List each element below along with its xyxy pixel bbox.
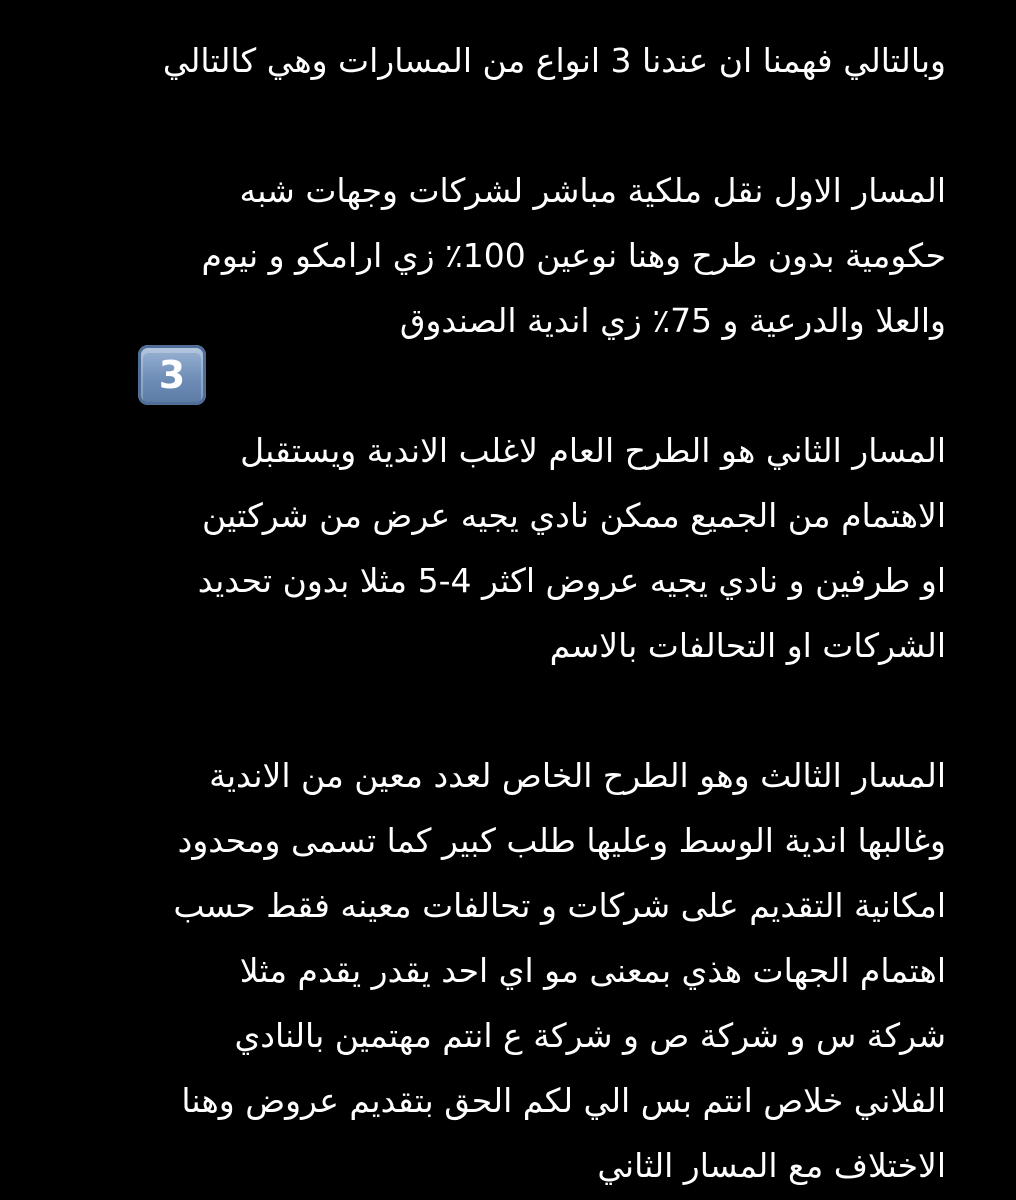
emoji-row	[46, 353, 946, 418]
track2-line-2: الاهتمام من الجميع ممكن نادي يجيه عرض من شركتين	[202, 496, 946, 535]
intro-line: وبالتالي فهمنا ان عندنا 3 انواع من المسارات وهي كالتالي	[162, 41, 946, 80]
keycap-digit: 3	[158, 353, 186, 397]
track1-line-2: حكومية بدون طرح وهنا نوعين 100٪ زي ارامكو و نيوم	[201, 236, 946, 275]
track2-line-3: او طرفين و نادي يجيه عروض اكثر 4-5 مثلا بدون تحديد	[197, 561, 946, 600]
track1-line-3: والعلا والدرعية و 75٪ زي اندية الصندوق	[399, 301, 946, 340]
track1-line-1: المسار الاول نقل ملكية مباشر لشركات وجهات شبه	[239, 171, 946, 210]
blank-line	[46, 678, 946, 743]
track3-line-1: المسار الثالث وهو الطرح الخاص لعدد معين من الاندية	[209, 756, 946, 795]
track3-line-4: اهتمام الجهات هذي بمعنى مو اي احد يقدر يقدم مثلا	[239, 951, 946, 990]
track3-line-7: الاختلاف مع المسار الثاني	[597, 1146, 946, 1185]
keycap-three-icon	[138, 345, 206, 405]
blank-line	[46, 93, 946, 158]
note-text	[46, 28, 946, 1198]
track2-line-1: المسار الثاني هو الطرح العام لاغلب الاندية ويستقبل	[240, 431, 946, 470]
track3-line-3: امكانية التقديم على شركات و تحالفات معينه فقط حسب	[173, 886, 946, 925]
track3-line-2: وغالبها اندية الوسط وعليها طلب كبير كما تسمى ومحدود	[177, 821, 946, 860]
track3-line-5: شركة س و شركة ص و شركة ع انتم مهتمين بالنادي	[234, 1016, 946, 1055]
track3-line-6: الفلاني خلاص انتم بس الي لكم الحق بتقديم عروض وهنا	[181, 1081, 946, 1120]
track2-line-4: الشركات او التحالفات بالاسم	[549, 626, 946, 665]
